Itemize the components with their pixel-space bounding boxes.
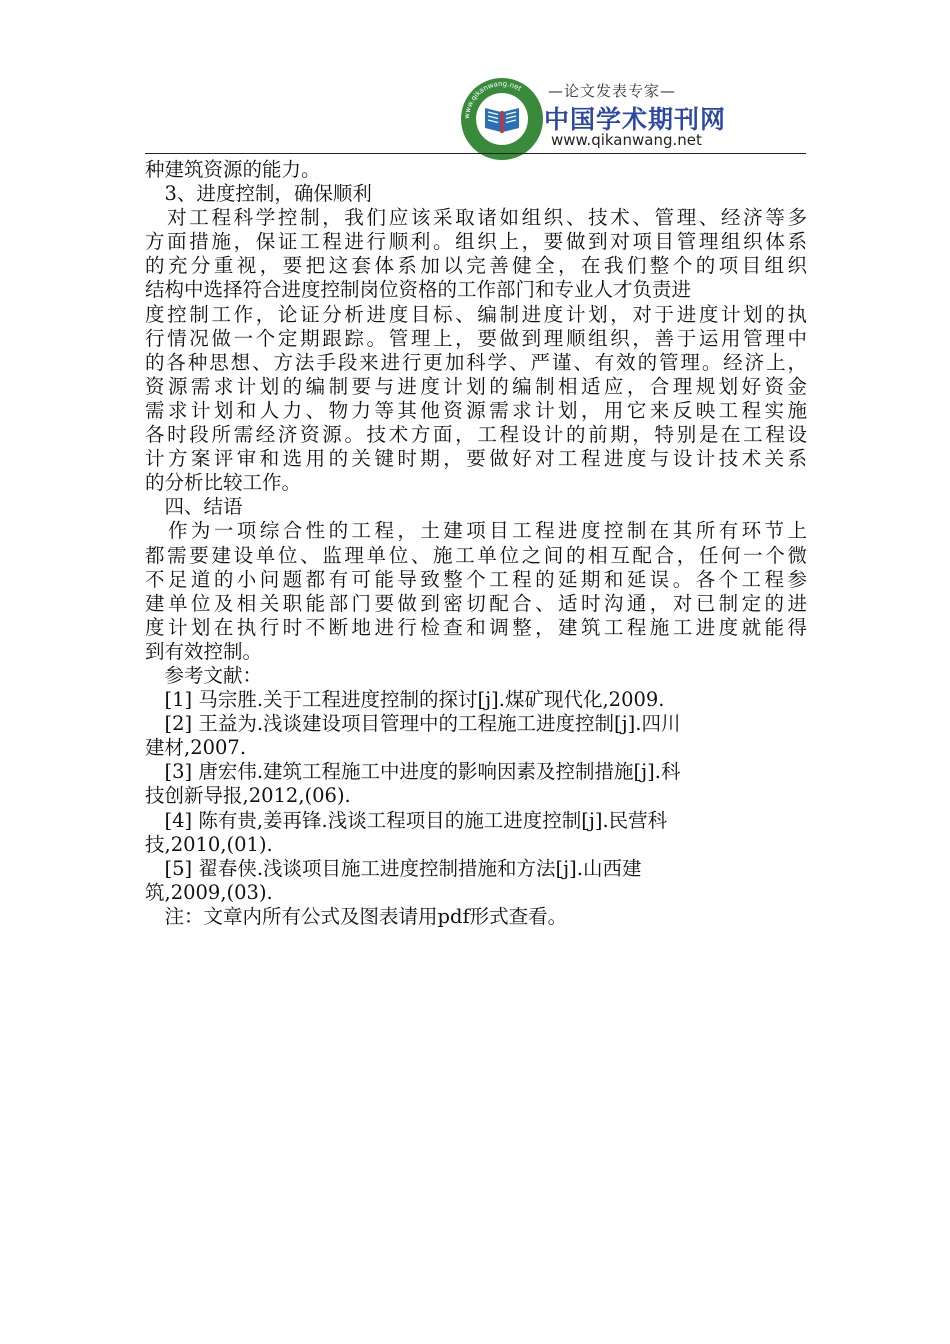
text-line: [2] 王益为.浅谈建设项目管理中的工程施工进度控制[j].四川 bbox=[145, 712, 681, 736]
text-line: 结构中选择符合进度控制岗位资格的工作部门和专业人才负责进 bbox=[145, 278, 692, 302]
text-line: 技,2010,(01). bbox=[145, 832, 273, 856]
site-brand-name: 中国学术期刊网 bbox=[544, 105, 727, 134]
text-line: 技创新导报,2012,(06). bbox=[145, 784, 351, 808]
text-line: 四、结语 bbox=[145, 495, 243, 519]
text-line: [5] 翟春侠.浅谈项目施工进度控制措施和方法[j].山西建 bbox=[145, 856, 642, 880]
text-line: [1] 马宗胜.关于工程进度控制的探讨[j].煤矿现代化,2009. bbox=[145, 688, 665, 712]
text-line: 各时段所需经济资源。技术方面，工程设计的前期，特别是在工程设 bbox=[145, 423, 807, 447]
article-body bbox=[145, 158, 807, 929]
text-line: 需求计划和人力、物力等其他资源需求计划，用它来反映工程实施 bbox=[145, 398, 807, 422]
text-line: 的分析比较工作。 bbox=[145, 471, 302, 495]
text-line: 不足道的小问题都有可能导致整个工程的延期和延误。各个工程参 bbox=[145, 567, 807, 591]
text-line: 注：文章内所有公式及图表请用pdf形式查看。 bbox=[145, 904, 568, 928]
text-line: 参考文献： bbox=[145, 663, 263, 687]
text-line: 行情况做一个定期跟踪。管理上，要做到理顺组织，善于运用管理中 bbox=[145, 326, 807, 350]
qikanwang-logo-icon bbox=[461, 78, 543, 160]
text-line: 资源需求计划的编制要与进度计划的编制相适应，合理规划好资金 bbox=[145, 374, 807, 398]
text-line: 计方案评审和选用的关键时期，要做好对工程进度与设计技术关系 bbox=[145, 447, 807, 471]
text-line: [4] 陈有贵,姜再锋.浅谈工程项目的施工进度控制[j].民营科 bbox=[145, 808, 668, 832]
svg-text:www.qikanwang.net: www.qikanwang.net bbox=[462, 79, 523, 120]
page-header bbox=[0, 0, 950, 160]
header-divider bbox=[145, 153, 806, 154]
text-line: 的充分重视，要把这套体系加以完善健全，在我们整个的项目组织 bbox=[145, 254, 807, 278]
site-url: www.qikanwang.net bbox=[551, 131, 702, 149]
text-line: 作为一项综合性的工程，土建项目工程进度控制在其所有环节上 bbox=[145, 519, 807, 543]
text-line: 筑,2009,(03). bbox=[145, 880, 273, 904]
text-line: 建单位及相关职能部门要做到密切配合、适时沟通，对已制定的进 bbox=[145, 591, 807, 615]
site-slogan: —论文发表专家— bbox=[548, 82, 677, 100]
text-line: 度计划在执行时不断地进行检查和调整，建筑工程施工进度就能得 bbox=[145, 615, 807, 639]
text-line: 都需要建设单位、监理单位、施工单位之间的相互配合，任何一个微 bbox=[145, 543, 807, 567]
text-line: 种建筑资源的能力。 bbox=[145, 158, 321, 181]
text-line: 到有效控制。 bbox=[145, 639, 263, 663]
text-line: 建材,2007. bbox=[145, 736, 247, 760]
text-line: 的各种思想、方法手段来进行更加科学、严谨、有效的管理。经济上， bbox=[145, 350, 807, 374]
text-line: [3] 唐宏伟.建筑工程施工中进度的影响因素及控制措施[j].科 bbox=[145, 760, 681, 784]
text-line: 方面措施，保证工程进行顺利。组织上，要做到对项目管理组织体系 bbox=[145, 230, 807, 254]
text-line: 度控制工作，论证分析进度目标、编制进度计划，对于进度计划的执 bbox=[145, 302, 807, 326]
text-line: 3、进度控制，确保顺利 bbox=[145, 182, 372, 206]
text-line: 对工程科学控制，我们应该采取诸如组织、技术、管理、经济等多 bbox=[145, 206, 807, 230]
open-book-icon bbox=[483, 102, 521, 136]
